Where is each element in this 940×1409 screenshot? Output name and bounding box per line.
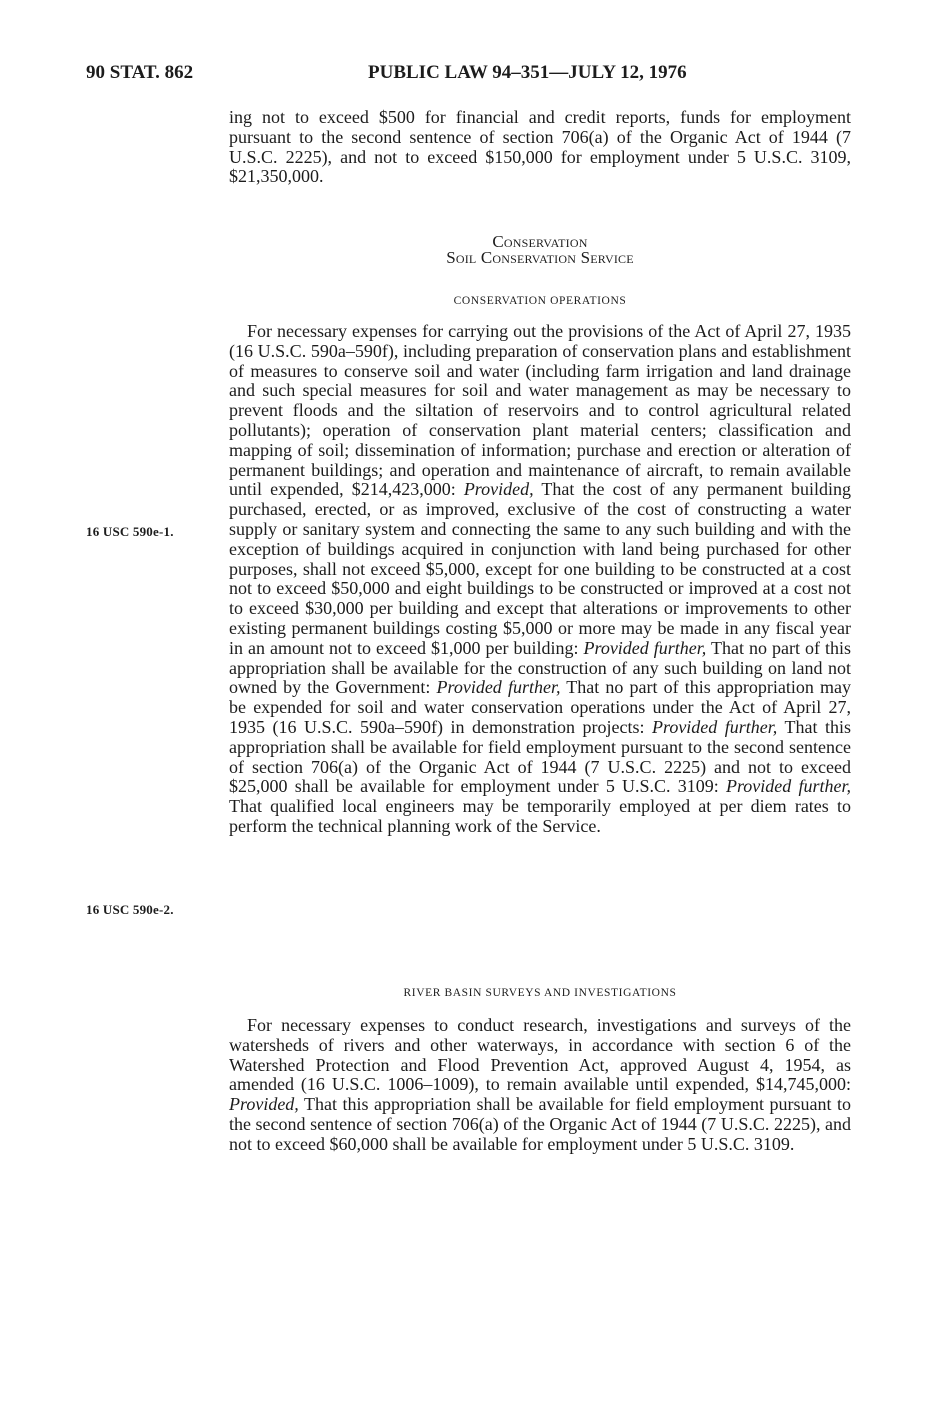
heading-conservation-operations: CONSERVATION OPERATIONS (453, 295, 627, 307)
margin-note-590e-2: 16 USC 590e-2. (86, 902, 174, 917)
margin-note-590e-1: 16 USC 590e-1. (86, 524, 174, 539)
page-header (86, 62, 856, 86)
public-law-title: PUBLIC LAW 94–351—JULY 12, 1976 (368, 62, 687, 83)
heading-river-basin-surveys: RIVER BASIN SURVEYS AND INVESTIGATIONS (403, 987, 677, 999)
heading-soil-conservation-service: Soil Conservation Service (446, 248, 634, 267)
conservation-operations-paragraph: For necessary expenses for carrying out the provisions of the Act of April 27, 1935 (16 U.S.C. 590a–590f), including preparation of conservation plans and establishment of measures to conserve soil and water (including farm irrigation and land drainage and such special measures for soil and water management as may be necessary to prevent floods and the siltation of reservoirs and to control agricultural related pollutants); operation of conservation plant material centers; classification and mapping of soil; dissemination of information; purchase and erection or alteration of permanent buildings; and operation and maintenance of aircraft, to remain available until expended, $214,423,000: Provided, That the cost of any permanent building purchased, erected, or as improved, exclusive of the cost of constructing a water supply or sanitary system and connecting the same to any such building and with the exception of buildings acquired in conjunction with land being purchased for other purposes, shall not exceed $5,000, except for one building to be constructed at a cost not to exceed $50,000 and eight buildings to be constructed or improved at a cost not to exceed $30,000 per building and except that alterations or improvements to other existing permanent buildings costing $5,000 or more may be made in any fiscal year in an amount not to exceed $1,000 per building: Provided further, That no part of this appropriation shall be available for the construction of any such building on land not owned by the Government: Provided further, That no part of this appropriation may be expended for soil and water conservation operations under the Act of April 27, 1935 (16 U.S.C. 590a–590f) in demonstration projects: Provided further, That this appropriation shall be available for field employment pursuant to the second sentence of section 706(a) of the Organic Act of 1944 (7 U.S.C. 2225) and not to exceed $25,000 shall be available for employment under 5 U.S.C. 3109: Provided further, That qualified local engineers may be temporarily employed at per diem rates to perform the technical planning work of the Service. (229, 321, 851, 836)
statute-page-number: 90 STAT. 862 (86, 62, 194, 83)
river-basin-paragraph: For necessary expenses to conduct research, investigations and surveys of the watersheds of rivers and other waterways, in accordance with section 6 of the Watershed Protection and Flood Prevention Act, approved August 4, 1954, as amended (16 U.S.C. 1006–1009), to remain available until expended, $14,745,000: Provided, That this appropriation shall be available for field employment pursuant to the second sentence of section 706(a) of the Organic Act of 1944 (7 U.S.C. 2225), and not to exceed $60,000 shall be available for employment under 5 U.S.C. 3109. (229, 1015, 851, 1154)
intro-paragraph: ing not to exceed $500 for financial and credit reports, funds for employment pursuant to the second sentence of section 706(a) of the Organic Act of 1944 (7 U.S.C. 2225), and not to exceed $150,000 for employment under 5 U.S.C. 3109, $21,350,000. (229, 107, 851, 187)
heading-conservation: Conservation (492, 232, 588, 251)
